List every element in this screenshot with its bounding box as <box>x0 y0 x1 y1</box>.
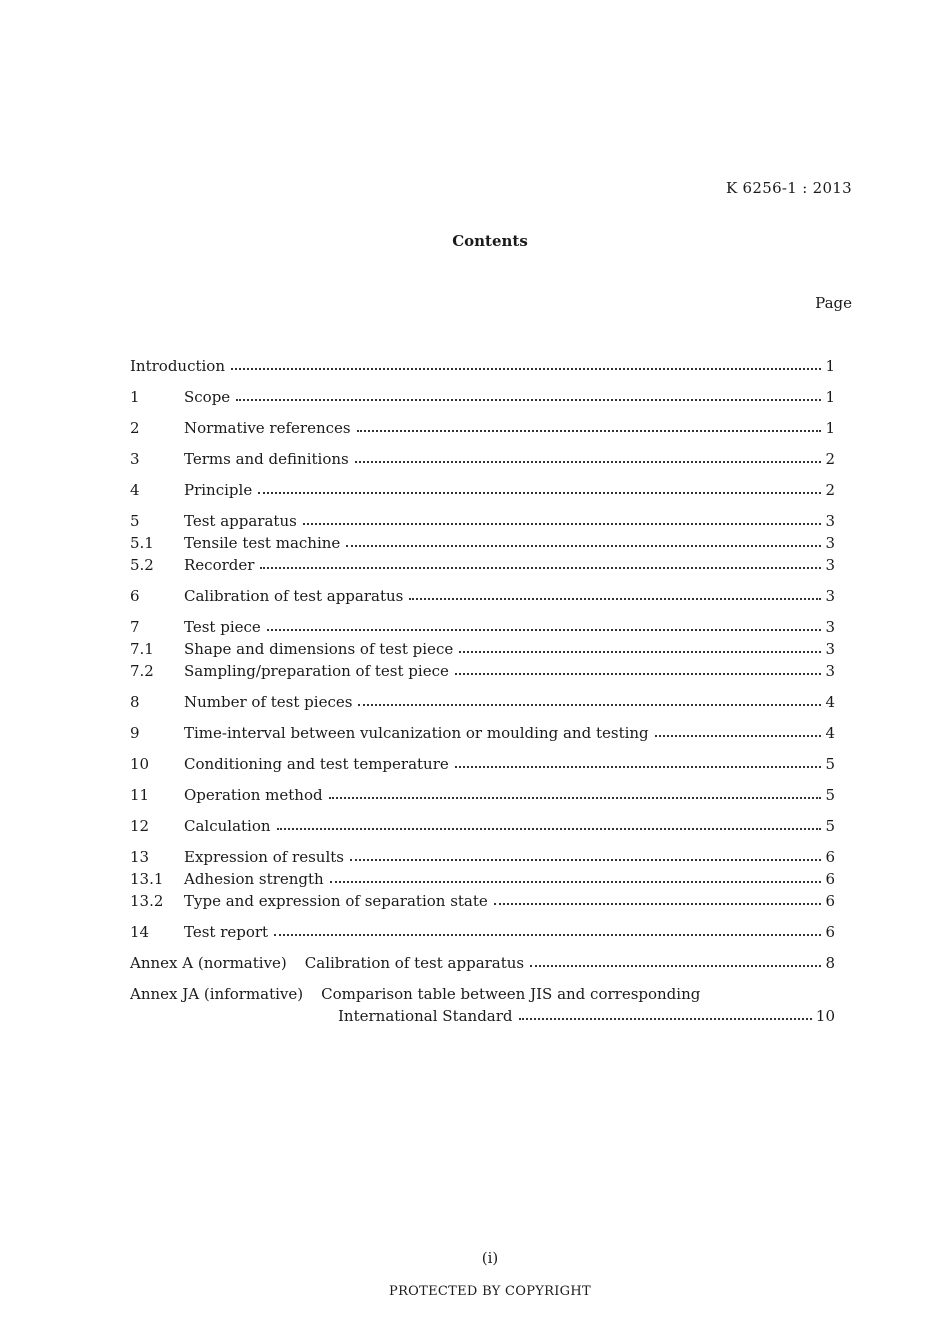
toc-entry-number: 13.2 <box>130 892 164 910</box>
dot-leader <box>519 1018 812 1020</box>
toc-entry-title: Calibration of test apparatus <box>304 954 525 972</box>
contents-title: Contents <box>452 232 528 250</box>
toc-entry[interactable] <box>130 814 835 836</box>
toc-entry-number: 7.1 <box>130 640 154 658</box>
toc-entry-page: 3 <box>825 534 835 552</box>
dot-leader <box>330 881 822 883</box>
toc-entry-title: Normative references <box>184 419 351 437</box>
toc-entry-introduction[interactable] <box>130 354 835 376</box>
toc-entry-number: 11 <box>130 786 150 804</box>
annex-label: Annex A (normative) <box>130 954 287 972</box>
dot-leader <box>655 735 822 737</box>
dot-leader <box>409 598 821 600</box>
toc-entry-number: 14 <box>130 923 150 941</box>
toc-entry-page: 4 <box>825 724 835 742</box>
toc-entry[interactable] <box>130 783 835 805</box>
dot-leader <box>459 651 821 653</box>
toc-entry-page: 3 <box>825 618 835 636</box>
toc-entry-annex-ja[interactable] <box>130 982 835 1004</box>
toc-entry-title: Calibration of test apparatus <box>184 587 404 605</box>
toc-entry-title: Adhesion strength <box>184 870 324 888</box>
toc-entry-title-line2: International Standard <box>338 1007 513 1025</box>
toc-entry-page: 4 <box>825 693 835 711</box>
toc-entry-number: 10 <box>130 755 150 773</box>
toc-entry[interactable] <box>130 690 835 712</box>
toc-entry-title: Sampling/preparation of test piece <box>184 662 449 680</box>
toc-entry-number: 4 <box>130 481 140 499</box>
toc-entry-number: 7.2 <box>130 662 154 680</box>
toc-entry-annex-ja-continuation[interactable] <box>338 1004 835 1026</box>
toc-entry-page: 3 <box>825 512 835 530</box>
document-id: K 6256-1 : 2013 <box>725 179 852 197</box>
toc-entry[interactable] <box>130 416 835 438</box>
toc-entry[interactable] <box>130 659 835 681</box>
dot-leader <box>236 399 821 401</box>
dot-leader <box>357 430 822 432</box>
toc-entry-title: Type and expression of separation state <box>184 892 488 910</box>
toc-entry-page: 2 <box>825 481 835 499</box>
page-column-label: Page <box>815 294 852 312</box>
dot-leader <box>277 828 822 830</box>
toc-entry-number: 7 <box>130 618 140 636</box>
toc-entry-page: 2 <box>825 450 835 468</box>
dot-leader <box>231 368 821 370</box>
toc-entry-title: Principle <box>184 481 253 499</box>
toc-entry[interactable] <box>130 867 835 889</box>
toc-entry-number: 2 <box>130 419 140 437</box>
toc-entry-page: 8 <box>825 954 835 972</box>
dot-leader <box>530 965 821 967</box>
toc-entry-number: 5.1 <box>130 534 154 552</box>
toc-entry-number: 13.1 <box>130 870 164 888</box>
toc-entry-number: 6 <box>130 587 140 605</box>
toc-entry-title: Scope <box>184 388 231 406</box>
toc-entry-number: 9 <box>130 724 140 742</box>
annex-label: Annex JA (informative) <box>130 985 304 1003</box>
dot-leader <box>455 673 822 675</box>
toc-entry-title: Test piece <box>184 618 261 636</box>
toc-entry-page: 6 <box>825 848 835 866</box>
page-number: (i) <box>481 1249 499 1267</box>
toc-entry-page: 3 <box>825 662 835 680</box>
toc-entry-title: Number of test pieces <box>184 693 353 711</box>
dot-leader <box>303 523 822 525</box>
toc-entry-page: 1 <box>825 419 835 437</box>
dot-leader <box>258 492 821 494</box>
toc-entry-page: 10 <box>815 1007 835 1025</box>
toc-entry[interactable] <box>130 478 835 500</box>
toc-entry-title: Test apparatus <box>184 512 297 530</box>
dot-leader <box>455 766 822 768</box>
toc-entry-title: Terms and definitions <box>184 450 349 468</box>
toc-entry-page: 5 <box>825 817 835 835</box>
toc-entry-title: Introduction <box>130 357 225 375</box>
toc-entry[interactable] <box>130 920 835 942</box>
dot-leader <box>350 859 821 861</box>
toc-entry[interactable] <box>130 845 835 867</box>
toc-entry-title: Operation method <box>184 786 323 804</box>
toc-entry-page: 3 <box>825 587 835 605</box>
toc-entry-number: 3 <box>130 450 140 468</box>
toc-entry-title: Test report <box>184 923 269 941</box>
toc-entry-page: 5 <box>825 786 835 804</box>
toc-entry[interactable] <box>130 385 835 407</box>
toc-entry-number: 12 <box>130 817 150 835</box>
toc-entry-page: 3 <box>825 556 835 574</box>
dot-leader <box>267 629 822 631</box>
dot-leader <box>274 934 821 936</box>
dot-leader <box>358 704 821 706</box>
dot-leader <box>355 461 822 463</box>
dot-leader <box>260 567 821 569</box>
toc-entry-number: 13 <box>130 848 150 866</box>
toc-entry-title: Tensile test machine <box>184 534 341 552</box>
toc-entry-number: 5.2 <box>130 556 154 574</box>
toc-entry[interactable] <box>130 752 835 774</box>
toc-entry-title: Expression of results <box>184 848 344 866</box>
toc-entry[interactable] <box>130 447 835 469</box>
toc-entry-title: Time-interval between vulcanization or moulding and testing <box>184 724 649 742</box>
dot-leader <box>346 545 821 547</box>
toc-entry-page: 5 <box>825 755 835 773</box>
toc-entry-title: Shape and dimensions of test piece <box>184 640 454 658</box>
toc-entry-page: 1 <box>825 388 835 406</box>
toc-entry-title: Calculation <box>184 817 271 835</box>
toc-entry-title: Conditioning and test temperature <box>184 755 449 773</box>
dot-leader <box>494 903 822 905</box>
copyright-notice: PROTECTED BY COPYRIGHT <box>389 1284 591 1299</box>
toc-entry[interactable] <box>130 721 835 743</box>
toc-entry[interactable] <box>130 509 835 531</box>
toc-entry-page: 6 <box>825 892 835 910</box>
toc-entry-title-line1: Comparison table between JIS and corresponding <box>321 985 701 1003</box>
dot-leader <box>329 797 822 799</box>
toc-entry-number: 8 <box>130 693 140 711</box>
toc-entry-number: 1 <box>130 388 140 406</box>
toc-entry-page: 6 <box>825 870 835 888</box>
toc-entry-annex-a[interactable] <box>130 951 835 973</box>
toc-entry[interactable] <box>130 584 835 606</box>
toc-entry-page: 1 <box>825 357 835 375</box>
toc-entry[interactable] <box>130 889 835 911</box>
toc-entry[interactable] <box>130 531 835 553</box>
toc-entry[interactable] <box>130 637 835 659</box>
toc-entry[interactable] <box>130 553 835 575</box>
toc-entry-page: 3 <box>825 640 835 658</box>
toc-entry-page: 6 <box>825 923 835 941</box>
toc-entry-number: 5 <box>130 512 140 530</box>
toc-entry[interactable] <box>130 615 835 637</box>
toc-entry-title: Recorder <box>184 556 255 574</box>
